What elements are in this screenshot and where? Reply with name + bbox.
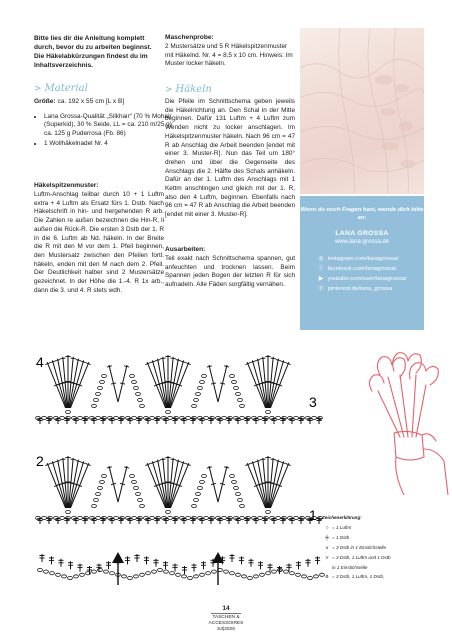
dc-top xyxy=(224,366,229,367)
chain-stitch xyxy=(194,398,199,401)
dc-top xyxy=(255,461,260,462)
facebook-icon: ⓕ xyxy=(317,266,324,272)
dc-crossbar xyxy=(211,383,216,384)
material-item: • 1 Wollhäkelnadel Nr. 4 xyxy=(44,140,174,148)
chain-stitch xyxy=(138,498,143,501)
chain-stitch xyxy=(212,570,217,573)
chain-stitch xyxy=(110,572,115,575)
chain-stitch xyxy=(240,516,245,519)
footer-line: TASCHEN & xyxy=(212,615,240,620)
footer-line: ACCESSOIRES xyxy=(208,621,244,626)
chain-stitch xyxy=(230,474,235,477)
row-label-1: 1 xyxy=(309,507,317,523)
chain-stitch xyxy=(264,416,269,419)
dc-crossbar xyxy=(120,383,125,384)
chain-stitch xyxy=(96,392,101,395)
dc-top xyxy=(107,366,112,367)
chain-stitch xyxy=(312,416,317,419)
chain-stitch xyxy=(136,392,141,395)
chain-stitch xyxy=(122,575,127,578)
chain-stitch xyxy=(56,573,61,576)
chain-stitch xyxy=(156,516,161,519)
dc-top xyxy=(124,366,129,367)
dc-top xyxy=(224,467,229,468)
chain-stitch xyxy=(50,572,55,575)
chain-stitch xyxy=(66,516,71,519)
chain-stitch xyxy=(96,416,101,419)
dc-crossbar xyxy=(160,383,165,384)
chain-stitch xyxy=(156,416,161,419)
chain-stitch xyxy=(254,575,259,578)
chain-stitch xyxy=(210,516,215,519)
social-links xyxy=(316,254,424,294)
chain-stitch xyxy=(114,516,119,519)
finishing-title: Ausarbeiten: xyxy=(165,246,206,253)
chain-stitch xyxy=(74,575,79,578)
chain-stitch xyxy=(102,474,107,477)
chevron-right-icon: > xyxy=(165,85,173,95)
finishing-text: Teil exakt nach Schnittschema spannen, gut anfeuchten und trocknen lassen. Beim Spannen jeden Bogen der letzten R für sich aufnadeln. Alle Fäden sorgfältig vernähen. xyxy=(165,255,295,289)
social-link-instagram[interactable]: ◎ instagram.com/lanagrossa/ xyxy=(316,254,424,264)
chain-stitch xyxy=(282,516,287,519)
chain-stitch xyxy=(246,416,251,419)
chain-stitch xyxy=(100,380,105,383)
crochet-heading-label: Häkeln xyxy=(175,84,212,95)
social-link-facebook[interactable]: ⓕ facebook.com/lanagrossa/ xyxy=(317,266,397,272)
material-heading xyxy=(34,83,88,94)
chain-stitch xyxy=(138,516,143,519)
chain-stitch xyxy=(132,380,137,383)
lace-scarf-photo xyxy=(300,28,424,194)
chain-stitch xyxy=(132,516,137,519)
dc-crossbar xyxy=(220,383,225,384)
dc-top xyxy=(55,461,60,462)
chain-stitch xyxy=(102,516,107,519)
chain-stitch xyxy=(96,516,101,519)
chain-stitch xyxy=(98,568,103,571)
chain-stitch xyxy=(78,516,83,519)
chain-stitch xyxy=(204,416,209,419)
chain-stitch xyxy=(258,416,263,419)
chain-stitch xyxy=(204,516,209,519)
size-label: Größe: xyxy=(34,98,56,105)
chain-stitch xyxy=(236,492,241,495)
product-photo xyxy=(300,28,424,194)
chain-stitch xyxy=(150,416,155,419)
chain-stitch xyxy=(232,480,237,483)
chain-stitch xyxy=(100,480,105,483)
chain-stitch xyxy=(222,516,227,519)
chain-stitch xyxy=(138,416,143,419)
chain-stitch xyxy=(198,386,203,389)
chain-stitch xyxy=(66,410,71,413)
three-dc-cluster-icon: ⩛ xyxy=(325,545,329,551)
chain-stitch xyxy=(134,386,139,389)
chain-stitch xyxy=(60,416,65,419)
dc-top xyxy=(207,366,212,367)
chain-stitch xyxy=(134,575,139,578)
brand-name: LANA GROSSA xyxy=(335,230,389,237)
chain-stitch xyxy=(92,504,97,507)
chain-stitch xyxy=(94,498,99,501)
chain-stitch xyxy=(62,575,67,578)
dc-top xyxy=(107,467,112,468)
legend-item: ⋎ = 3 Dstb, 1 Luftm und 1 Dstb xyxy=(322,553,442,563)
chain-stitch xyxy=(294,416,299,419)
chain-stitch xyxy=(232,380,237,383)
chevron-right-icon: > xyxy=(34,84,42,94)
chain-stitch xyxy=(200,380,205,383)
chain-stitch xyxy=(150,516,155,519)
crochet-heading xyxy=(165,84,212,95)
chain-stitch xyxy=(44,570,49,573)
footer-divider xyxy=(211,613,241,614)
chain-stitch xyxy=(240,404,245,407)
dc-top xyxy=(176,360,181,361)
dc-crossbar xyxy=(111,383,116,384)
chain-stitch xyxy=(192,504,197,507)
chain-stitch xyxy=(202,474,207,477)
dc-crossbar xyxy=(220,483,225,484)
chain-stitch xyxy=(284,570,289,573)
chain-stitch xyxy=(272,570,277,573)
dc-fan-icon: ⋔ xyxy=(324,574,330,580)
bouquet-illustration xyxy=(360,345,450,495)
footer-line: S3|2026 xyxy=(217,627,235,632)
chain-stitch xyxy=(102,416,107,419)
chain-stitch xyxy=(120,416,125,419)
dc-top xyxy=(276,360,281,361)
chain-stitch xyxy=(296,573,301,576)
chain-stitch xyxy=(302,575,307,578)
arrow-start-head xyxy=(112,552,124,563)
gauge-text: 2 Mustersätze und 5 R Häkelspitzenmuster mit Häkelnd. Nr. 4 = 8,5 x 10 cm. Hinweis: Im Muster locker häkeln. xyxy=(165,43,293,67)
chain-stitch xyxy=(314,575,319,578)
chain-stitch xyxy=(140,504,145,507)
material-heading-label: Material xyxy=(44,83,88,94)
chain-stitch xyxy=(206,572,211,575)
dc-top xyxy=(176,461,181,462)
chart-legend xyxy=(322,513,442,582)
chain-stitch xyxy=(168,516,173,519)
dc-crossbar xyxy=(60,483,65,484)
chain-stitch xyxy=(152,570,157,573)
chain-stitch xyxy=(228,516,233,519)
chain-stitch xyxy=(238,498,243,501)
chain-stitch xyxy=(164,570,169,573)
chain-stitch xyxy=(66,510,71,513)
dc-top xyxy=(276,461,281,462)
chain-stitch xyxy=(200,480,205,483)
chain-stitch xyxy=(192,416,197,419)
chain-stitch xyxy=(230,374,235,377)
chain-stitch xyxy=(198,486,203,489)
crochet-chart xyxy=(32,340,332,590)
chain-stitch xyxy=(176,573,181,576)
chain-stitch xyxy=(130,474,135,477)
chain-stitch xyxy=(194,498,199,501)
chain-stitch xyxy=(174,416,179,419)
chain-stitch xyxy=(104,570,109,573)
chain-stitch xyxy=(318,416,323,419)
chain-stitch xyxy=(266,572,271,575)
chain-stitch xyxy=(132,416,137,419)
chain-stitch xyxy=(174,516,179,519)
chain-stitch xyxy=(236,573,241,576)
chain-stitch xyxy=(84,416,89,419)
chain-stitch xyxy=(158,568,163,571)
legend-item: ⩛ = 3 Dstb in 1 Einstichstelle xyxy=(322,543,442,553)
gauge-title: Maschenprobe: xyxy=(165,34,214,41)
chain-stitch xyxy=(266,510,271,513)
chain-stitch xyxy=(260,573,265,576)
chain-stitch xyxy=(120,516,125,519)
pattern-title: Häkelspitzenmuster: xyxy=(34,182,99,189)
chain-stitch xyxy=(192,404,197,407)
chain-stitch xyxy=(240,416,245,419)
legend-item: ⋔ = 3 Dstb, 1 Luftm, 1 Dstb, xyxy=(322,572,442,582)
contact-box xyxy=(300,196,424,330)
chain-stitch xyxy=(300,516,305,519)
chart-symbols xyxy=(36,355,325,580)
dc-crossbar xyxy=(111,483,116,484)
dc-crossbar xyxy=(260,383,265,384)
size-value: ca. 192 x 55 cm [L x B] xyxy=(57,98,125,105)
chain-stitch xyxy=(290,572,295,575)
row-label-4: 4 xyxy=(36,354,44,370)
chain-stitch xyxy=(186,516,191,519)
material-item: • Lana Grossa-Qualität „Silkhair“ (70 % Mohair (Superkid), 30 % Seide, LL = ca. 210 m/25 g): ca. 125 g Puderrosa (Fb. 86) xyxy=(44,113,174,138)
instagram-icon: ◎ xyxy=(318,256,324,262)
dc-top xyxy=(76,360,81,361)
chain-stitch xyxy=(240,504,245,507)
chain-stitch xyxy=(236,392,241,395)
material-list xyxy=(34,113,174,151)
chain-stitch xyxy=(186,416,191,419)
chain-stitch xyxy=(98,386,103,389)
intro-note: Bitte lies dir die Anleitung komplett durch, bevor du zu arbeiten beginnst. Die Häkelabkürzungen findest du im Inhaltsverzeichnis. xyxy=(34,35,152,69)
legend-item: in 1 Einstichstelle xyxy=(332,565,368,570)
dc-top xyxy=(124,467,129,468)
chain-stitch xyxy=(182,575,187,578)
chain-stitch xyxy=(38,568,43,571)
pinterest-icon: ⓟ xyxy=(317,286,324,292)
chain-stitch xyxy=(102,374,107,377)
chain-stitch xyxy=(300,416,305,419)
chain-stitch xyxy=(166,410,171,413)
chain-stitch xyxy=(234,486,239,489)
chain-stitch xyxy=(188,576,193,579)
chain-stitch xyxy=(230,572,235,575)
chain-stitch xyxy=(94,398,99,401)
chain-stitch xyxy=(48,416,53,419)
chain-stitch xyxy=(294,516,299,519)
chain-stitch xyxy=(140,573,145,576)
chain-stitch xyxy=(276,416,281,419)
chain-stitch xyxy=(60,516,65,519)
dc-crossbar xyxy=(120,483,125,484)
chain-stitch xyxy=(78,416,83,419)
social-link-youtube[interactable]: ▶ youtube.com/user/lanagrossa/ xyxy=(316,274,424,284)
chain-stitch xyxy=(258,516,263,519)
dc-crossbar xyxy=(211,483,216,484)
row-label-2: 2 xyxy=(36,453,44,469)
chain-stitch xyxy=(68,576,73,579)
dc-top xyxy=(255,360,260,361)
chain-stitch xyxy=(308,576,313,579)
dc-top xyxy=(155,360,160,361)
chain-stitch xyxy=(276,516,281,519)
chain-stitch xyxy=(200,573,205,576)
size-line xyxy=(34,97,162,106)
chain-stitch xyxy=(42,416,47,419)
dc-top xyxy=(207,467,212,468)
pattern-repeat-arrows xyxy=(112,552,224,585)
legend-item: ╪ = 1 Dstb xyxy=(322,533,442,543)
chain-stitch xyxy=(210,416,215,419)
crochet-text: Die Pfeile im Schnittschema geben jeweils die Häkelrichtung an. Den Schal in der Mitte beginnen. Dafür 131 Luftm + 4 Luftm zum Wenden nicht zu locker anschlagen. Im Häkelspitzenmuster häkeln. Nach 96 cm = 47 R ab Anschlag die Arbeit beenden [endet mit einer 3. Muster-R]. Nun das Teil um 180° drehen und über die Gegenseite des Anschlags die 2. Hälfte des Schals anhäkeln. Dafür an der 1. Luftm des Anschlags mit 1 Kettm anschlingen und gleich mit der 1. R, also den 4 Luftm, beginnen. Ebenfalls nach 96 cm = 47 R ab Anschlag die Arbeit beenden [endet mit einer 3. Muster-R]. xyxy=(165,98,295,219)
dc-crossbar xyxy=(160,483,165,484)
chain-stitch xyxy=(242,575,247,578)
chain-stitch xyxy=(246,516,251,519)
chain-stitch xyxy=(128,576,133,579)
dc-top xyxy=(155,461,160,462)
chain-stitch xyxy=(266,410,271,413)
chain-stitch xyxy=(168,416,173,419)
page-footer xyxy=(200,606,252,633)
chain-stitch xyxy=(166,510,171,513)
chain-stitch xyxy=(132,480,137,483)
legend-item: ○ = 1 Luftm xyxy=(322,523,442,533)
chain-stitch xyxy=(92,570,97,573)
chain-stitch-icon: ○ xyxy=(325,525,329,531)
dc-chain-dc-icon: ⋎ xyxy=(325,555,329,561)
chain-stitch xyxy=(248,576,253,579)
chain-stitch xyxy=(48,516,53,519)
chain-stitch xyxy=(42,516,47,519)
dc-crossbar xyxy=(260,483,265,484)
chain-stitch xyxy=(84,516,89,519)
chain-stitch xyxy=(228,416,233,419)
chain-stitch xyxy=(224,570,229,573)
chain-stitch xyxy=(282,416,287,419)
youtube-icon: ▶ xyxy=(318,276,324,282)
chain-stitch xyxy=(238,398,243,401)
website-link[interactable]: www.lana-grossa.de xyxy=(334,239,390,245)
chain-stitch xyxy=(264,516,269,519)
chain-stitch xyxy=(192,516,197,519)
legend-title: Zeichenerklärung: xyxy=(322,515,362,520)
chain-stitch xyxy=(202,374,207,377)
chain-stitch xyxy=(170,572,175,575)
dc-crossbar xyxy=(60,383,65,384)
chain-stitch xyxy=(194,575,199,578)
chain-stitch xyxy=(196,492,201,495)
dc-top xyxy=(55,360,60,361)
pattern-text: Luftm-Anschlag teilbar durch 10 + 1 Luftm extra + 4 Luftm als Ersatz fürs 1. Dstb. Nach Häkelschrift in hin- und hergehenden R arb. Die Zahlen re außen bezeichnen die Hin-R, li außen die Rück-R. Die ersten 3 Dstb der 1. R in die 6. Luftm ab Nd. häkeln. In der Breite die R mit den M vor dem 1. Pfeil beginnen, den Mustersatz zwischen den Pfeilen fortl. häkeln, enden mit den M nach dem 2. Pfeil. Der Deutlichkeit halber sind 2 Mustersätze gezeichnet. In der Höhe die 1.-4. R 1x arb., dann die 3. und 4. R stets wdh. xyxy=(34,191,164,294)
contact-question: Wenn du noch Fragen hast, wende dich bitte an: xyxy=(300,207,424,221)
page-number: 14 xyxy=(222,605,230,612)
dc-top xyxy=(76,461,81,462)
chain-stitch xyxy=(66,416,71,419)
chain-stitch xyxy=(146,572,151,575)
chain-stitch xyxy=(136,492,141,495)
social-link-pinterest[interactable]: ⓟ pinterest.de/lana_grossa xyxy=(317,286,393,292)
chain-stitch xyxy=(196,392,201,395)
double-crochet-icon: ╪ xyxy=(325,535,329,541)
chain-stitch xyxy=(92,404,97,407)
chain-stitch xyxy=(140,404,145,407)
chain-stitch xyxy=(134,486,139,489)
chain-stitch xyxy=(222,416,227,419)
chain-stitch xyxy=(98,486,103,489)
chain-stitch xyxy=(138,398,143,401)
chain-stitch xyxy=(114,416,119,419)
chain-stitch xyxy=(96,492,101,495)
row-label-3: 3 xyxy=(309,394,317,410)
chain-stitch xyxy=(234,386,239,389)
chain-stitch xyxy=(130,374,135,377)
chain-stitch xyxy=(80,573,85,576)
